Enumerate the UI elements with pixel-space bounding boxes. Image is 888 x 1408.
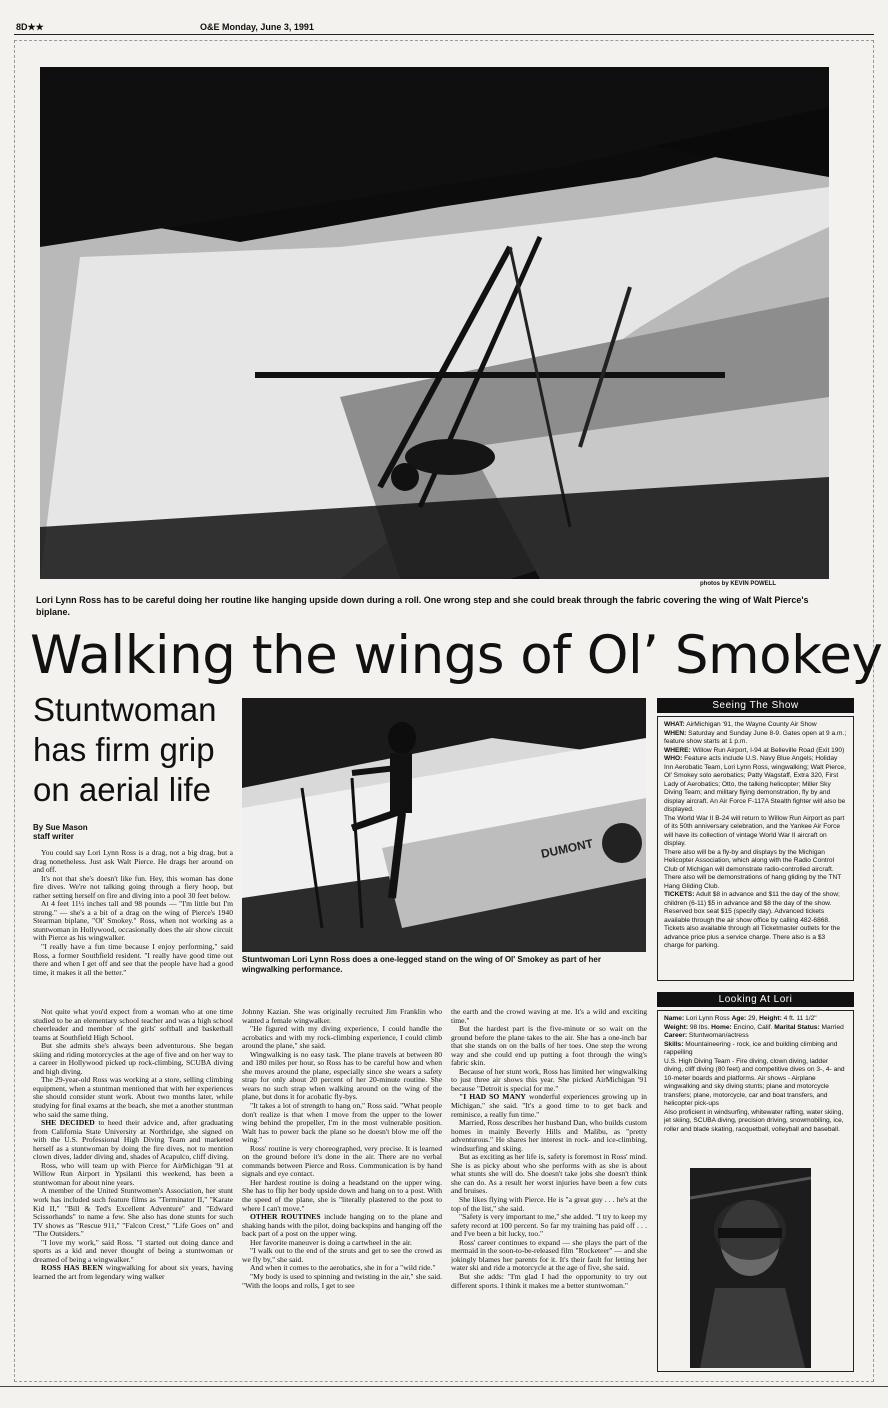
paragraph: "It takes a lot of strength to hang on," Ross said. "What people don't realize is that when I move from the upper to the lower wing behind the propeller, I'm in the most vulnerable position. Walt has to power back the plane so he doesn't blow me off the wing." — [242, 1101, 442, 1145]
biplane-photo-upside-down — [40, 67, 829, 579]
paragraph: And when it comes to the aerobatics, she in for a "wild ride." — [250, 1263, 436, 1273]
subhead-lead: SHE DECIDED — [41, 1118, 95, 1128]
article-column-1b — [33, 1008, 233, 1373]
paragraph: Not quite what you'd expect from a woman who at one time studied to be an elementary school teacher and was a high school cheerleader and member of the girls' softball and basketball teams at Southfield High School. — [33, 1008, 233, 1042]
article-column-1a — [33, 849, 233, 1007]
paragraph: But she adds: "I'm glad I had the opportunity to try out different sports. I think it makes me a better stuntwoman." — [451, 1271, 647, 1290]
photo-credit: photos by KEVIN POWELL — [700, 581, 776, 587]
plane-lettering: DUMONT — [539, 836, 595, 861]
paragraph: "I walk out to the end of the struts and get to see the crowd as we fly by," she said. — [242, 1246, 442, 1264]
profile-weight-home: Weight: 98 lbs. Home: Encino, Calif. Marital Status: Married Career: Stuntwoman/actress — [664, 1023, 844, 1039]
looking-at-lori-title: Looking At Lori — [657, 992, 854, 1007]
middle-photo-caption: Stuntwoman Lori Lynn Ross does a one-legged stand on the wing of Ol' Smokey as part of her wingwalking performance. — [242, 955, 601, 974]
seeing-the-show-box — [657, 716, 854, 981]
paragraph: "He figured with my diving experience, I could handle the acrobatics and with my rock-climbing experience, I could climb around the plane," she said. — [242, 1024, 442, 1051]
paragraph: "Safety is very important to me," she added. "I try to keep my safety record at 100 percent. So far my training has paid off . . . and I've been a bit lucky, too." — [451, 1212, 647, 1239]
profile-skills-other: Also proficient in windsurfing, whitewater rafting, water skiing, jet skiing, SCUBA diving, precision driving, snowmobiling, ice, roller and blade skating, racquetball, volleyball and baseball. — [664, 1108, 844, 1133]
paragraph: A member of the United Stuntwomen's Association, her stunt work has included such feature films as "Terminator II," "Karate Kid II," "Bill & Ted's Excellent Adventure" and "Edward Scissorhands" to name a few. She also has done stunts for such TV shows as "Rescue 911," "Falcon Crest," "Life Goes on" and "The Outsiders." — [33, 1186, 233, 1239]
profile-name-age-height: Name: Lori Lynn Ross Age: 29, Height: 4 ft. 11 1/2" — [664, 1015, 817, 1022]
byline — [33, 823, 88, 841]
page-number: 8D★★ — [16, 22, 44, 32]
paragraph: It's not that she's doesn't like fun. Hey, this woman has done fire dives. We're not talking going through a fiery hoop, but rather setting herself on fire and diving into a pool 30 feet below. — [33, 873, 233, 900]
byline-role: staff writer — [33, 832, 74, 841]
bottom-rule — [0, 1386, 888, 1387]
paragraph: Johnny Kazian. She was originally recruited Jim Franklin who wanted a female wingwalker. — [242, 1008, 442, 1025]
subhead-lead: "I HAD SO MANY — [459, 1092, 526, 1102]
paragraph: But she admits she's always been adventurous. She began skiing and riding motorcycles at the age of five and on her way to a career in Hollywood picked up rock-climbing, SCUBA diving and high diving. — [33, 1041, 233, 1076]
subheadline-line-2: has firm grip — [33, 731, 215, 768]
info-paragraph: There also will be a fly-by and displays by the Michigan Helicopter Association, which along with the Radio Control Club of Michigan will demonstrate radio-controlled aircraft. There also will be demonstrations of hang gliding by the TNT Hang Gliding Club. — [664, 848, 842, 890]
paragraph: Ross' career continues to expand — she plays the part of the mermaid in the soon-to-be-released film "Rocketeer" — and she jokingly blames her parents for it. It's their fault for letting her water ski and ride a motorcycle at the age of five, she said. — [451, 1237, 647, 1273]
paragraph: At 4 feet 11½ inches tall and 98 pounds — "I'm little but I'm strong." — she's a a bit of a drag on the wing of Pierce's 1940 Stearman biplane, "Ol' Smokey." Ross, when not working as a stuntwoman in Hollywood, occasionally does the air show circuit with Pierce as his wingwalker. — [33, 899, 233, 943]
seeing-the-show-title: Seeing The Show — [657, 698, 854, 713]
paragraph: Married, Ross describes her husband Dan, who builds custom homes in mainly Beverly Hills and Malibu, as "pretty adventurous." He shares her interest in rock- and ice-climbing, windsurfing and skiing. — [451, 1118, 647, 1153]
profile-skills: Skills: Mountaineering - rock, ice and building climbing and rappelling — [664, 1040, 838, 1056]
info-what: WHAT: AirMichigan '91, the Wayne County Air Show — [664, 721, 817, 728]
subheadline — [33, 690, 233, 810]
article-column-2 — [242, 1008, 442, 1373]
paragraph: The 29-year-old Ross was working at a store, selling climbing equipment, when a stuntman mentioned that with her experiences she should consider stunt work. About two months later, while studying for final exams at the beach, she met a another stuntman who said the same thing. — [33, 1075, 233, 1119]
info-who: WHO: Feature acts include U.S. Navy Blue Angels; Holiday Inn Aerobatic Team, Lori Lynn Ross, wingwalking; Walt Pierce, Ol' Smokey solo aerobatics; Patty Wagstaff, Extra 320, First Lady of Aerobatics; Otto, the talking helicopter; Miller Sky Diving Team; and military flying demonstration, fly by and display aircraft. An Air Force F-117A Stealth fighter will also be displayed. — [664, 755, 846, 813]
header-rule — [14, 34, 874, 35]
subheadline-line-1: Stuntwoman — [33, 691, 217, 728]
paragraph: She likes flying with Pierce. He is "a great guy . . . he's at the top of the list," she said. — [451, 1195, 647, 1213]
paragraph-text: to heed their advice and, after graduating from California State University at Northridge, she signed on with the U.S. Professional High Diving Team and marketed herself as a stuntwoman by doing the fire dives, not to mention clown dives, ladder diving and, shades of Acapulco, cliff diving. — [33, 1118, 233, 1162]
paragraph — [33, 1264, 233, 1281]
paragraph — [33, 1119, 233, 1162]
paragraph: "I really have a fun time because I enjoy performing," said Ross, a former Southfield resident. "I really have good time out there and when I get off and see that the people have had a good time, it makes it all the better." — [33, 942, 233, 977]
paragraph: Because of her stunt work, Ross has limited her wingwalking to just three air shows this year. She picked AirMichigan '91 because "Detroit is special for me." — [451, 1066, 647, 1093]
article-column-3 — [451, 1008, 647, 1373]
paragraph: "My body is used to spinning and twisting in the air," she said. "With the loops and rolls, I get to see — [242, 1271, 442, 1290]
paragraph-text: wingwalking for about six years, having learned the art from legendary wing walker — [33, 1263, 233, 1281]
dateline: O&E Monday, June 3, 1991 — [200, 22, 314, 32]
paragraph: But the hardest part is the five-minute or so wait on the ground before the plane takes to the air. She has a one-inch bar that she stands on on the balls of her toes. One step the wrong way and she could end up putting a foot through the wing's fabric skin. — [451, 1024, 647, 1068]
subheadline-line-3: on aerial life — [33, 771, 211, 808]
paragraph: But as exciting as her life is, safety is foremost in Ross' mind. She is as picky about who she performs with as she is about what stunts she will do. She doesn't take jobs she doesn't think she can do. As a result her worst injuries have been a few cuts and bruises. — [451, 1152, 647, 1196]
headline: Walking the wings of Ol’ Smokey — [30, 625, 883, 686]
paragraph-text: include hanging on to the plane and shaking hands with the pilot, doing backspins and hanging off the back part of a post on the upper wing. — [242, 1212, 442, 1239]
subhead-lead: OTHER ROUTINES — [250, 1212, 321, 1222]
paragraph — [242, 1213, 442, 1239]
paragraph: Ross' routine is very choreographed, very precise. It is learned on the ground before it's done in the air. There are no verbal commands between Pierce and Ross. Communication is by hand signals and eye contact. — [242, 1143, 442, 1179]
paragraph — [451, 1093, 647, 1119]
byline-author: By Sue Mason — [33, 823, 88, 832]
paragraph: Ross, who will team up with Pierce for AirMichigan '91 at Willow Run Airport in Ypsilanti this weekend, has been a stuntwoman for about nine years. — [33, 1160, 233, 1187]
paragraph-text: wonderful experiences growing up in Michigan," she said. "It's a good time to to get back and reminisce, a really fun time." — [451, 1092, 647, 1119]
info-tickets: TICKETS: Adult $8 in advance and $11 the day of the show; children (6-11) $5 in advance and $8 the day of the show. Reserved box seat $15 (specify day). Advanced tickets available through the air show office by calling 482-6868. Tickets also available through all Ticketmaster outlets for the advance price plus a service charge. There also is a $3 charge for parking. — [664, 891, 841, 949]
paragraph: "I love my work," said Ross. "I started out doing dance and sports as a kid and never thought of being a stuntwoman or dreamed of being a wingwalker." — [33, 1237, 233, 1264]
wingwalker-photo-one-leg — [242, 698, 646, 952]
info-paragraph: The World War II B-24 will return to Willow Run Airport as part of its 50th anniversary celebration, and the Yankee Air Force will have its collection of vintage World War II aircraft on display. — [664, 814, 845, 847]
paragraph: You could say Lori Lynn Ross is a drag, not a big drag, but a drag nonetheless. Just ask Walt Pierce. He drags her around on and off. — [33, 849, 233, 875]
subhead-lead: ROSS HAS BEEN — [41, 1263, 103, 1273]
paragraph: Her hardest routine is doing a headstand on the upper wing. She has to flip her body upside down and hang on to a post. With the speed of the plane, she is "literally plastered to the post to where I can't move." — [242, 1177, 442, 1213]
paragraph: Her favorite maneuver is doing a cartwheel in the air. — [250, 1237, 412, 1247]
paragraph: the earth and the crowd waving at me. It's a wild and exciting time." — [451, 1008, 647, 1025]
lori-portrait-photo — [690, 1168, 811, 1368]
info-where: WHERE: Willow Run Airport, I-94 at Belleville Road (Exit 190) — [664, 746, 845, 754]
profile-skills-diving: U.S. High Diving Team - Fire diving, clown diving, ladder diving, cliff diving (80 feet) and competitive dives on 3-, 4- and 10-meter boards and platforms. Air shows - Airplane wingwalking and sky diving stunts; plane and motorcycle transfers; plane, motorcycle, car and boat transfers, and helicopter pick-ups — [664, 1057, 845, 1107]
info-when: WHEN: Saturday and Sunday June 8-9. Gates open at 9 a.m.; feature show starts at 1 p.m. — [664, 729, 847, 745]
top-photo-caption: Lori Lynn Ross has to be careful doing her routine like hanging upside down during a roll. One wrong step and she could break through the fabric covering the wing of Walt Pierce's biplane. — [36, 595, 809, 617]
paragraph: Wingwalking is no easy task. The plane travels at between 80 and 180 miles per hour, so Ross has to be careful how and when she moves around the plane, especially since she wears a safety strap for only about 20 percent of her 20-minute routine. She wears no such strap when walking around on the wing of the plane, but dons it for acobatic fly-bys. — [242, 1049, 442, 1102]
